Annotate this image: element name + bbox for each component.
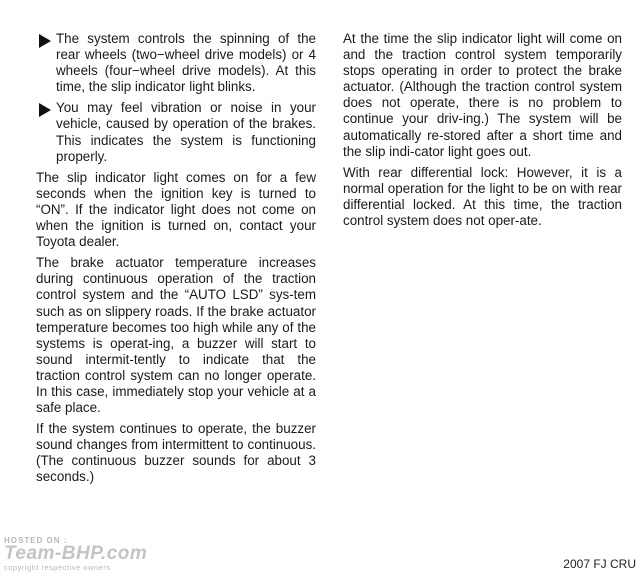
paragraph: If the system continues to operate, the buzzer sound changes from intermittent to continuous. (The continuous buzzer sounds for about 3 seconds.) bbox=[36, 421, 316, 485]
watermark bbox=[4, 536, 147, 572]
bullet-item bbox=[36, 31, 316, 95]
watermark-hosted-label: HOSTED ON : bbox=[4, 536, 68, 545]
paragraph: With rear differential lock: However, it is a normal operation for the light to be on with rear differential locked. At this time, the traction control system does not oper-ate. bbox=[343, 164, 622, 229]
watermark-logo: Team-BHP.com bbox=[4, 543, 148, 564]
watermark-copyright: copyright respective owners bbox=[4, 563, 111, 572]
right-column bbox=[343, 31, 622, 234]
paragraph: At the time the slip indicator light will come on and the traction control system temporarily stops operating in order to protect the brake actuator. (Although the traction control system does not operate, there is no problem to continue your driv-ing.) The system will be automatically re-stored after a short time and the slip indi-cator light goes out. bbox=[343, 31, 622, 159]
bullet-text: You may feel vibration or noise in your vehicle, caused by operation of the brakes. This indicates the system is functioning properly. bbox=[56, 100, 316, 164]
paragraph: The slip indicator light comes on for a few seconds when the ignition key is turned to “ON”. If the indicator light does not come on when the ignition is turned on, contact your Toyota dealer. bbox=[36, 169, 316, 250]
bullet-triangle-icon bbox=[39, 34, 51, 48]
bullet-text: The system controls the spinning of the rear wheels (two−wheel drive models) or 4 wheels (four−wheel drive models). At this time, the slip indicator light blinks. bbox=[56, 31, 316, 95]
page-footer: 2007 FJ CRU bbox=[563, 557, 636, 571]
paragraph: The brake actuator temperature increases during continuous operation of the traction control system and the “AUTO LSD” sys-tem such as on slippery roads. If the brake actuator temperature becomes too high while any of the systems is operat-ing, a buzzer will start to sound intermit-tently to indicate that the traction control system can no longer operate. In this case, immediately stop your vehicle at a safe place. bbox=[36, 255, 316, 416]
bullet-item bbox=[36, 100, 316, 164]
left-column bbox=[36, 31, 316, 491]
bullet-triangle-icon bbox=[39, 103, 51, 117]
